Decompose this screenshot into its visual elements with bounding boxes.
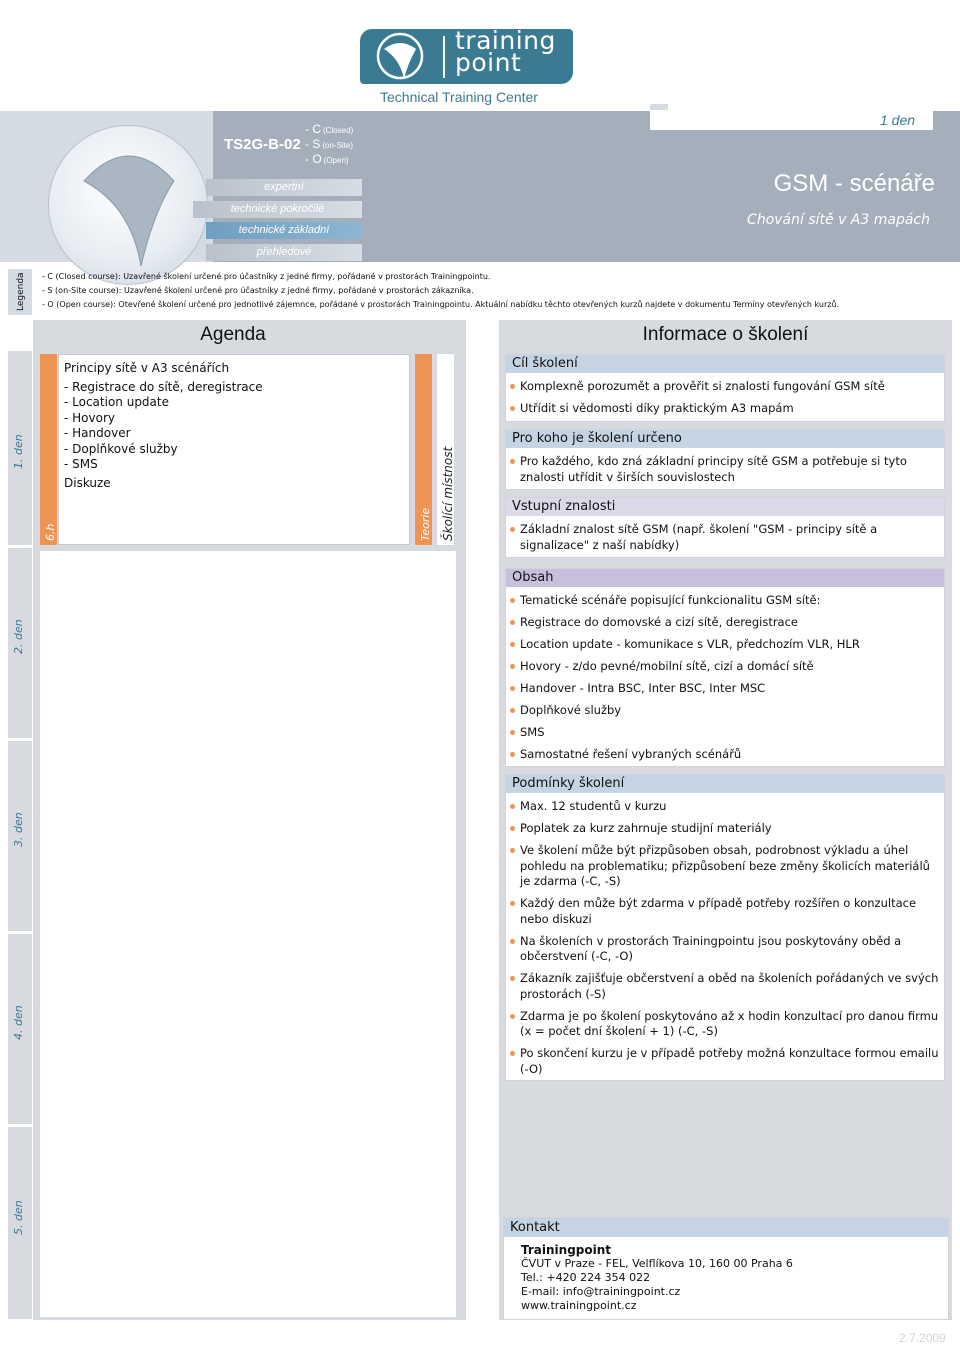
list-item: Tematické scénáře popisující funkcionalitu GSM sítě:	[520, 593, 940, 609]
list-item: Poplatek za kurz zahrnuje studijní materiály	[520, 821, 940, 837]
page-subtitle: Chování sítě v A3 mapách	[747, 212, 930, 228]
hours-bar	[40, 354, 57, 545]
day-column-2	[8, 548, 32, 738]
contact-box	[503, 1217, 949, 1320]
list-item: Základní znalost sítě GSM (např. školení "GSM - principy sítě a signalizace" z naší nabídky)	[520, 522, 940, 553]
pin-icon	[49, 126, 209, 286]
day-column-5	[8, 1127, 32, 1319]
list-item: Samostatné řešení vybraných scénářů	[520, 747, 940, 763]
logo-line-2: point	[455, 48, 522, 77]
agenda-line: - SMS	[64, 457, 98, 471]
day-label-4: 4. den	[12, 1005, 25, 1040]
list-item: SMS	[520, 725, 940, 741]
legend-line-onsite: - S (on-Site course): Uzavřené školení určené pro účastníky z jedné firmy, pořádané v prostorách zákazníka.	[42, 286, 474, 295]
day-label-2: 2. den	[12, 619, 25, 654]
agenda-empty-days	[40, 551, 456, 1317]
section-heading: Pro koho je školení určeno	[506, 430, 944, 448]
tagline: Technical Training Center	[380, 89, 538, 105]
list-item: Komplexně porozumět a prověřit si znalosti fungování GSM sítě	[520, 379, 940, 395]
contact-heading: Kontakt	[504, 1218, 948, 1237]
logo-line-1: training	[455, 26, 556, 55]
section-contents	[505, 568, 945, 767]
agenda-line: - Handover	[64, 426, 131, 440]
list-item: Utřídit si vědomosti díky praktickým A3 mapám	[520, 401, 940, 417]
agenda-line: - Hovory	[64, 410, 115, 425]
list-item: Handover - Intra BSC, Inter BSC, Inter MSC	[520, 681, 940, 697]
level-basic: technické základní	[206, 222, 362, 239]
section-prerequisites	[505, 497, 945, 558]
legend-label: Legenda	[16, 272, 26, 311]
list-item: Na školeních v prostorách Trainingpointu jsou poskytovány oběd a občerstvení (-C, -O)	[520, 934, 940, 965]
list-item: Max. 12 studentů v kurzu	[520, 799, 940, 815]
level-advanced: technické pokročilé	[193, 201, 362, 218]
list-item: Zdarma je po školení poskytováno až x hodin konzultací pro danou firmu (x = počet dní školení + 1) (-C, -S)	[520, 1008, 939, 1038]
logo-divider	[443, 36, 445, 78]
contact-name: Trainingpoint	[521, 1243, 612, 1257]
logo-wordmark	[455, 26, 556, 77]
legend-line-closed: - C (Closed course): Uzavřené školení určené pro účastníky z jedné firmy, pořádané v prostorách Trainingpointu.	[42, 272, 491, 281]
agenda-day-1-content	[58, 354, 410, 545]
level-expert: expertní	[206, 179, 362, 196]
logo-globe-icon	[360, 29, 440, 84]
list-item: Hovory - z/do pevné/mobilní sítě, cizí a domácí sítě	[520, 659, 940, 675]
agenda-line: Diskuze	[64, 475, 111, 490]
section-heading: Obsah	[506, 569, 944, 587]
session-type-label: Teorie	[419, 507, 432, 541]
course-type-onsite: - S (on-Site)	[305, 137, 354, 151]
contact-email[interactable]: E-mail: info@trainingpoint.cz	[521, 1285, 681, 1298]
section-goal	[505, 354, 945, 422]
course-type-open: - O (Open)	[305, 152, 349, 166]
agenda-title: Agenda	[200, 324, 266, 345]
list-item: Po skončení kurzu je v případě potřeby možná konzultace formou emailu (-O)	[520, 1046, 939, 1076]
list-item: Registrace do domovské a cizí sítě, deregistrace	[520, 615, 940, 631]
contact-web[interactable]: www.trainingpoint.cz	[521, 1299, 637, 1312]
agenda-line: - Location update	[64, 395, 169, 409]
list-item: Zákazník zajišťuje občerstvení a oběd na školeních pořádaných ve svých prostorách (-S)	[520, 971, 939, 1001]
agenda-line: - Registrace do sítě, deregistrace	[64, 379, 263, 394]
day-label-3: 3. den	[12, 812, 25, 847]
agenda-line: - Doplňkové služby	[64, 441, 178, 456]
document-date: 2.7.2009	[899, 1331, 946, 1345]
day-label-5: 5. den	[12, 1200, 25, 1235]
legend-tab	[8, 269, 32, 315]
section-conditions	[505, 774, 945, 1081]
day-column-1	[8, 351, 32, 545]
legend-line-open: - O (Open course): Otevřené školení určené pro jednotlivé zájemnce, pořádané v prostorách Trainingpointu. Aktuální nabídku těchto otevřených kurzů najdete v dokumentu Termíny otevřených kurzů.	[42, 300, 840, 309]
day-column-4	[8, 934, 32, 1124]
globe-graphic	[48, 125, 208, 285]
section-audience	[505, 429, 945, 490]
list-item: Location update - komunikace s VLR, předchozím VLR, HLR	[520, 637, 940, 653]
room-label: Školící místnost	[441, 446, 455, 541]
contact-address: ČVUT v Praze - FEL, Velflíkova 10, 160 00 Praha 6	[521, 1257, 793, 1270]
duration: 1 den	[880, 112, 916, 128]
level-overview: přehledové	[206, 244, 362, 261]
list-item: Pro každého, kdo zná základní principy sítě GSM a potřebuje si tyto znalosti utřídit v širších souvislostech	[520, 454, 940, 485]
list-item: Doplňkové služby	[520, 703, 940, 719]
section-heading: Vstupní znalosti	[506, 498, 944, 516]
contact-phone: Tel.: +420 224 354 022	[521, 1271, 651, 1284]
course-code: TS2G-B-02	[224, 136, 301, 153]
course-type-closed: - C (Closed)	[305, 122, 354, 136]
day-column-3	[8, 741, 32, 931]
list-item: Ve školení může být přizpůsoben obsah, podrobnost výkladu a úhel pohledu na problematiku; přizpůsobení beze změny školicích materiálů je zdarma (-C, -S)	[520, 843, 940, 890]
page-title: GSM - scénáře	[773, 170, 935, 197]
list-item: Každý den může být zdarma v případě potřeby rozšířen o konzultace nebo diskuzi	[520, 896, 940, 927]
agenda-line: Principy sítě v A3 scénářích	[64, 361, 230, 375]
section-heading: Podmínky školení	[506, 775, 944, 793]
section-heading: Cíl školení	[506, 355, 944, 373]
hours-label: 6.h	[44, 523, 57, 541]
info-title: Informace o školení	[642, 324, 809, 345]
day-label-1: 1. den	[12, 434, 25, 469]
